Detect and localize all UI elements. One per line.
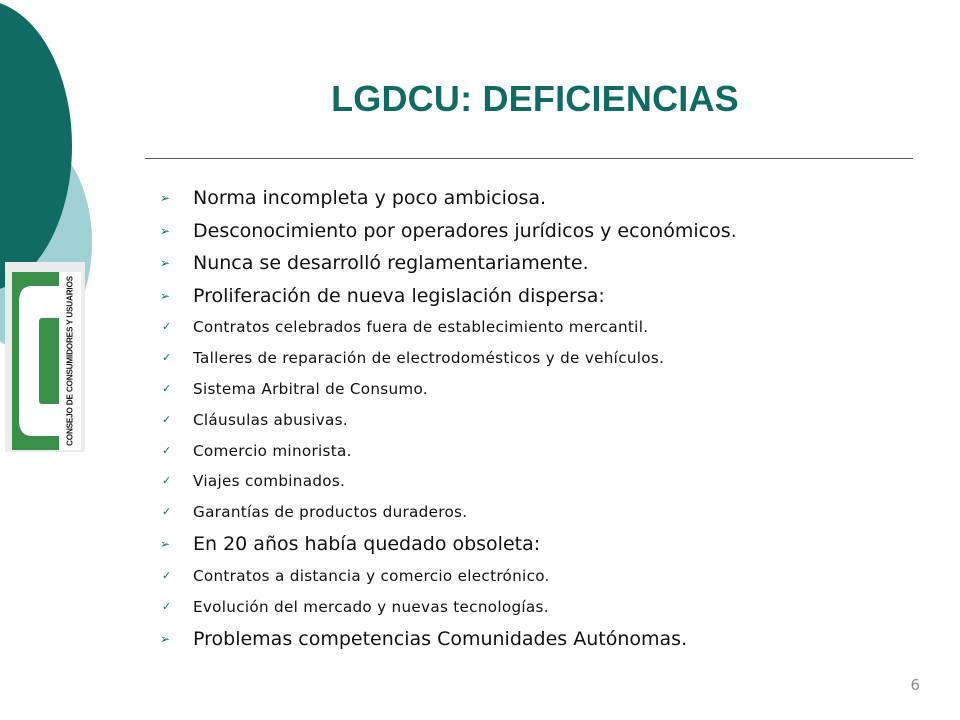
title-divider: [145, 158, 913, 159]
bullet-text: Contratos a distancia y comercio electrónico.: [193, 566, 550, 585]
sub-bullet-item: [160, 343, 737, 374]
bullet-text: Sistema Arbitral de Consumo.: [193, 379, 428, 398]
bullet-item: [160, 247, 737, 280]
bullet-text: Problemas competencias Comunidades Autónomas.: [193, 627, 688, 650]
bullet-item: [160, 182, 737, 215]
bullet-text: Nunca se desarrolló reglamentariamente.: [193, 252, 589, 274]
bullet-text: Norma incompleta y poco ambiciosa.: [193, 187, 547, 209]
sub-bullet-item: [160, 312, 737, 343]
logo-green-block: [12, 272, 59, 450]
logo-letter-c-icon: [12, 272, 59, 450]
sub-bullet-item: [160, 405, 737, 436]
checkmark-bullet-icon: ✓: [162, 443, 172, 457]
checkmark-bullet-icon: ✓: [162, 320, 172, 333]
slide-title: LGDCU: DEFICIENCIAS: [331, 78, 739, 119]
arrowhead-bullet-icon: ➢: [160, 631, 171, 646]
arrowhead-bullet-icon: ➢: [160, 288, 171, 303]
sub-bullet-item: [160, 436, 737, 467]
bullet-list: [160, 182, 737, 655]
logo-text-strip: [59, 272, 81, 450]
checkmark-bullet-icon: ✓: [162, 568, 172, 582]
arrowhead-bullet-icon: ➢: [160, 223, 171, 238]
bullet-text: Proliferación de nueva legislación dispersa:: [193, 284, 605, 307]
bullet-text: Talleres de reparación de electrodomésticos y de vehículos.: [193, 348, 665, 367]
bullet-text: En 20 años había quedado obsoleta:: [193, 533, 541, 556]
bullet-text: Viajes combinados.: [193, 472, 346, 491]
page-number: 6: [910, 676, 920, 694]
bullet-text: Desconocimiento por operadores jurídicos y económicos.: [193, 219, 737, 242]
bullet-item: [160, 623, 737, 656]
logo-panel: [12, 272, 81, 450]
checkmark-bullet-icon: ✓: [162, 599, 172, 613]
bullet-item: [160, 215, 737, 248]
bullet-item: [160, 528, 737, 561]
sub-bullet-item: [160, 592, 737, 623]
bullet-item: [160, 280, 737, 313]
arrowhead-bullet-icon: ➢: [160, 191, 171, 205]
bullet-text: Contratos celebrados fuera de establecimiento mercantil.: [193, 318, 649, 336]
arrowhead-bullet-icon: ➢: [160, 537, 171, 552]
sub-bullet-item: [160, 466, 737, 497]
arrowhead-bullet-icon: ➢: [160, 256, 171, 270]
sub-bullet-item: [160, 497, 737, 528]
bullet-text: Evolución del mercado y nuevas tecnologías.: [193, 597, 549, 616]
sub-bullet-item: [160, 374, 737, 405]
checkmark-bullet-icon: ✓: [162, 474, 172, 488]
bullet-text: Cláusulas abusivas.: [193, 410, 349, 429]
checkmark-bullet-icon: ✓: [162, 381, 172, 395]
bullet-text: Garantías de productos duraderos.: [193, 503, 468, 522]
checkmark-bullet-icon: ✓: [162, 412, 172, 426]
checkmark-bullet-icon: ✓: [162, 505, 172, 519]
sub-bullet-item: [160, 561, 737, 592]
checkmark-bullet-icon: ✓: [162, 350, 172, 364]
consejo-logo: [5, 262, 85, 452]
bullet-text: Comercio minorista.: [193, 441, 352, 460]
logo-text: CONSEJO DE CONSUMIDORES Y USUARIOS: [65, 276, 75, 446]
